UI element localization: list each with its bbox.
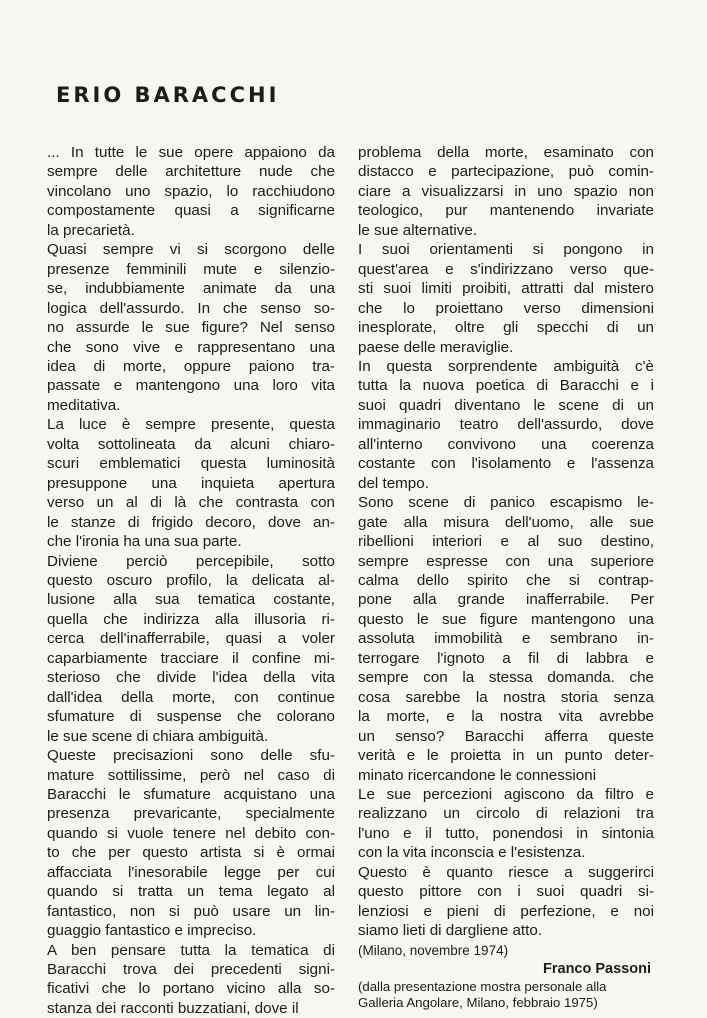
- text-line: sfumature di suspense che colorano: [47, 708, 335, 726]
- text-line: sempre espresse con una superiore: [358, 552, 654, 570]
- text-line: che lo proiettano verso dimensioni: [358, 299, 654, 317]
- text-line: fantastico, non si può usare un lin-: [47, 902, 335, 920]
- text-line: questo le sue figure mantengono una: [358, 610, 654, 628]
- text-line: sempre delle architetture nude che: [47, 163, 335, 181]
- text-line: volta sottolineata da alcuni chiaro-: [47, 435, 335, 453]
- text-line: paese delle meraviglie.: [358, 338, 514, 356]
- text-line: verità e le proietta in un punto deter-: [358, 747, 654, 765]
- text-line: Sono scene di panico escapismo le-: [358, 494, 654, 512]
- text-line: A ben pensare tutta la tematica di: [47, 941, 335, 959]
- text-line: ... In tutte le sue opere appaiono da: [47, 144, 335, 161]
- text-line: le sue alternative.: [358, 221, 478, 239]
- text-line: con la vita inconscia e l'esistenza.: [358, 844, 586, 862]
- text-line: Diviene perciò percepibile, sotto: [47, 552, 335, 570]
- text-line: distacco e partecipazione, può comin-: [358, 163, 654, 181]
- text-line: realizzano un circolo di relazioni tra: [358, 805, 654, 823]
- paragraph: [358, 143, 654, 240]
- text-line: che l'ironia ha una sua parte.: [47, 533, 242, 551]
- text-line: le stanze di frigido decoro, dove an-: [47, 513, 335, 531]
- page-title: ERIO BARACCHI: [56, 83, 280, 107]
- text-line: minato ricercandone le connessioni: [358, 766, 597, 784]
- source-line: [358, 979, 654, 1011]
- text-line: Quasi sempre vi si scorgono delle: [47, 241, 335, 259]
- text-line: quando si vuole tenere nel debito con-: [47, 824, 335, 842]
- paragraph: [47, 746, 335, 941]
- text-line: lusione alla sua tematica costante,: [47, 591, 335, 609]
- text-line: costante con l'isolamento e l'assenza: [358, 455, 654, 473]
- text-line: sempre con la stessa domanda. che: [358, 669, 654, 687]
- paragraph: [358, 863, 654, 941]
- text-line: La luce è sempre presente, questa: [47, 416, 335, 434]
- text-line: compostamente quasi a significarne: [47, 202, 335, 220]
- text-line: meditativa.: [47, 396, 121, 414]
- paragraph: [47, 143, 335, 240]
- text-column-right: [358, 143, 654, 1011]
- text-line: cosa sarebbe la nostra storia senza: [358, 688, 654, 706]
- text-line: Le sue percezioni agiscono da filtro e: [358, 785, 654, 803]
- text-line: In questa sorprendente ambiguità c'è: [358, 357, 654, 375]
- text-line: problema della morte, esaminato con: [358, 144, 654, 161]
- author-name: Franco Passoni: [543, 961, 651, 978]
- text-line: lenziosi e pieni di perfezione, e noi: [358, 902, 654, 920]
- text-line: mature sottilissime, però nel caso di: [47, 766, 335, 784]
- text-line: immaginario teatro dell'assurdo, dove: [358, 416, 654, 434]
- text-line: affacciata l'inesorabile legge per cui: [47, 863, 335, 881]
- text-line: Queste precisazioni sono delle sfu-: [47, 747, 335, 765]
- text-line: gate alla misura dell'uomo, alle sue: [358, 513, 654, 531]
- text-line: vincolano uno spazio, lo racchiudono: [47, 182, 335, 200]
- date-line: (Milano, novembre 1974): [358, 942, 509, 958]
- paragraph: [358, 493, 654, 785]
- text-line: terrogare l'ignoto a fil di labbra e: [358, 649, 654, 667]
- text-line: la morte, e la nostra vita avrebbe: [358, 708, 654, 726]
- text-line: assoluta immobilità e sembrano in-: [358, 630, 654, 648]
- text-line: siamo lieti di dargliene atto.: [358, 922, 543, 940]
- text-line: ficativi che lo portano vicino alla so-: [47, 980, 335, 998]
- text-line: teologico, pur mantenendo invariate: [358, 202, 654, 220]
- text-line: presenza prevaricante, specialmente: [47, 805, 335, 823]
- text-line: verso un al di là che contrasta con: [47, 494, 335, 512]
- text-line: questo oscuro profilo, la delicata al-: [47, 571, 335, 589]
- text-line: la precarietà.: [47, 221, 135, 239]
- text-line: del tempo.: [358, 474, 429, 492]
- text-line: passate e mantengono una loro vita: [47, 377, 335, 395]
- paragraph: [358, 240, 654, 357]
- paragraph: [358, 785, 654, 863]
- paragraph: [47, 240, 335, 415]
- text-line: se, indubbiamente animate da una: [47, 280, 335, 298]
- text-line: suoi quadri diventano le scene di un: [358, 396, 654, 414]
- text-line: inesplorate, oltre gli specchi di un: [358, 319, 654, 337]
- text-line: tutta la nuova poetica di Baracchi e i: [358, 377, 654, 395]
- text-line: caparbiamente tracciare il confine mi-: [47, 649, 335, 667]
- text-line: guaggio fantastico e impreciso.: [47, 922, 257, 940]
- text-line: pone alla grande inafferrabile. Per: [358, 591, 654, 609]
- paragraph: [47, 941, 335, 1018]
- signature-block: [358, 941, 654, 1011]
- text-line: logica dell'assurdo. In che senso so-: [47, 299, 335, 317]
- paragraph: [358, 357, 654, 493]
- text-line: idea di morte, oppure paiono tra-: [47, 357, 335, 375]
- text-line: sterioso che divide l'idea della vita: [47, 669, 335, 687]
- text-column-left: [47, 143, 335, 1018]
- text-line: dall'idea della morte, con continue: [47, 688, 335, 706]
- paragraph: [47, 415, 335, 551]
- text-line: I suoi orientamenti si pongono in: [358, 241, 654, 259]
- text-line: sti suoi limiti proibiti, attratti dal mistero: [358, 280, 654, 298]
- text-line: cerca dell'inafferrabile, quasi a voler: [47, 630, 335, 648]
- text-line: quella che indirizza alla illusoria ri-: [47, 610, 335, 628]
- text-line: l'uno e il tutto, ponendosi in sintonia: [358, 824, 654, 842]
- source-line-2: Galleria Angolare, Milano, febbraio 1975): [358, 995, 598, 1011]
- text-line: le sue scene di chiara ambiguità.: [47, 727, 269, 745]
- source-line-1: (dalla presentazione mostra personale alla: [358, 979, 607, 995]
- text-line: un senso? Baracchi afferra queste: [358, 727, 654, 745]
- text-line: questo pittore con i suoi quadri si-: [358, 883, 654, 901]
- text-line: ribellioni interiori e al suo destino,: [358, 533, 654, 551]
- text-line: presuppone una inquieta apertura: [47, 474, 335, 492]
- text-line: quando si tratta un tema legato al: [47, 883, 335, 901]
- text-line: che sono vive e rappresentano una: [47, 338, 335, 356]
- text-line: Baracchi trova dei precedenti signi-: [47, 961, 335, 979]
- paragraph: [47, 552, 335, 747]
- text-line: calma dello spirito che si contrap-: [358, 571, 654, 589]
- text-line: to che per questo artista si è ormai: [47, 844, 335, 862]
- text-line: scuri emblematici questa luminosità: [47, 455, 335, 473]
- text-line: Questo è quanto riesce a suggerirci: [358, 863, 654, 881]
- text-line: stanza dei racconti buzzatiani, dove il: [47, 999, 299, 1017]
- text-line: presenze femminili mute e silenzio-: [47, 260, 335, 278]
- text-line: all'interno convivono una coerenza: [358, 435, 654, 453]
- text-line: ciare a visualizzarsi in uno spazio non: [358, 182, 654, 200]
- text-line: quest'area e s'indirizzano verso que-: [358, 260, 654, 278]
- text-line: Baracchi le sfumature acquistano una: [47, 785, 335, 803]
- text-line: no assurde le sue figure? Nel senso: [47, 319, 335, 337]
